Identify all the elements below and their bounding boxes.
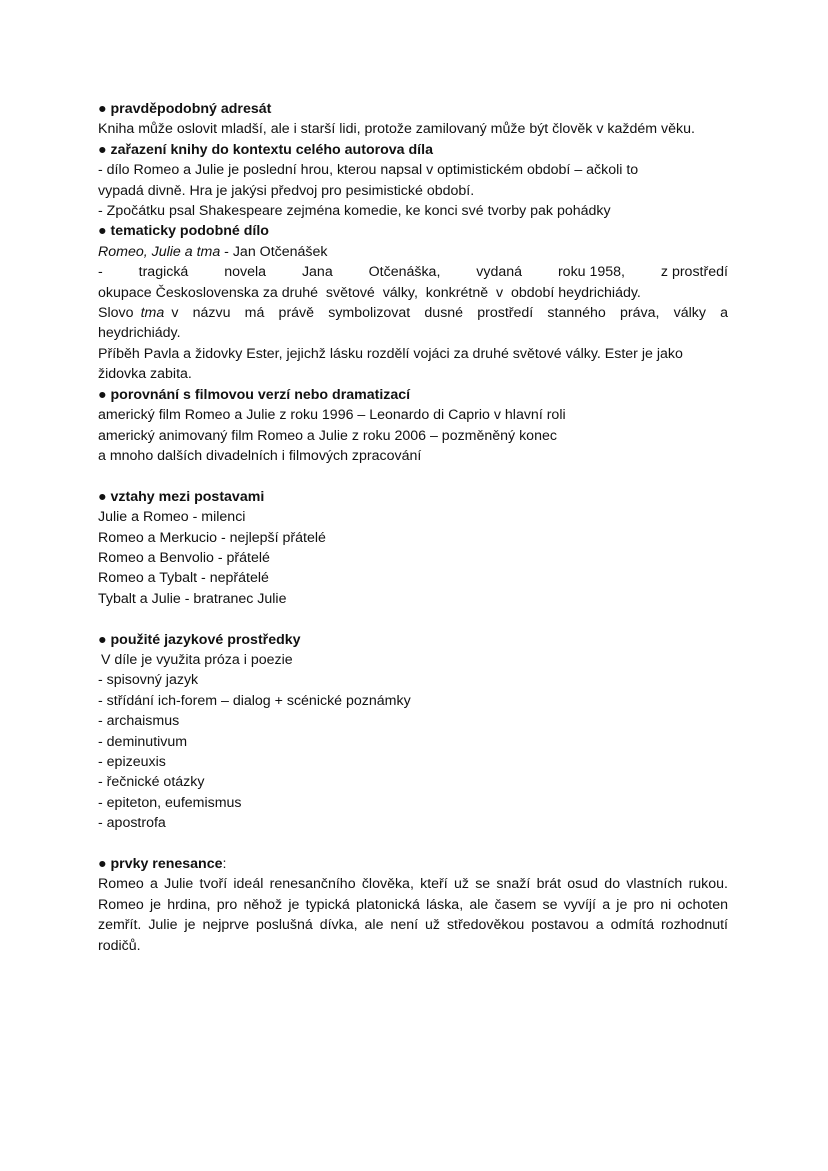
prostredek-item: - řečnické otázky [98, 774, 205, 791]
slovo-tma-paragraph [98, 303, 732, 344]
okupace-line: okupace Československa za druhé světové války, konkrétně v období heydrichiády. [98, 284, 641, 301]
heading-kontext: ● zařazení knihy do kontextu celého autorova díla [98, 141, 433, 158]
blank-line [98, 609, 728, 629]
spread-word: Jana [301, 264, 333, 281]
heading-prostredky: ● použité jazykové prostředky [98, 631, 301, 648]
blank-line [98, 834, 728, 854]
pribeh-line-2: židovka zabita. [98, 366, 192, 383]
heading-podobne-dilo: ● tematicky podobné dílo [98, 223, 269, 240]
film-line: americký film Romeo a Julie z roku 1996 – Leonardo di Caprio v hlavní roli [98, 407, 566, 424]
heading-film: ● porovnání s filmovou verzí nebo dramatizací [98, 386, 411, 403]
vztah-item: Tybalt a Julie - bratranec Julie [98, 590, 287, 607]
spread-word: roku 1958, [557, 264, 625, 281]
spread-word: novela [224, 264, 267, 281]
heading-adresat: ● pravděpodobný adresát [98, 101, 272, 117]
slovo-rest: v názvu má právě symbolizovat dusné prostředí stanného práva, války a heydrichiády. [98, 305, 732, 342]
prostredek-item: - epiteton, eufemismus [98, 794, 242, 811]
kontext-line-3: - Zpočátku psal Shakespeare zejména komedie, ke konci své tvorby pak pohádky [98, 203, 611, 220]
slovo-italic: tma [140, 305, 165, 322]
prostredek-item: - spisovný jazyk [98, 672, 199, 689]
slovo-prefix: Slovo [98, 305, 141, 322]
pribeh-line-1: Příběh Pavla a židovky Ester, jejichž lásku rozdělí vojáci za druhé světové války. Ester je jako [98, 345, 683, 362]
prostredek-item: - archaismus [98, 713, 180, 730]
spread-word: tragická [138, 264, 189, 281]
spread-word: Otčenáška, [368, 264, 441, 281]
prostredek-item: - střídání ich-forem – dialog + scénické poznámky [98, 692, 411, 709]
film-line: a mnoho dalších divadelních i filmových zpracování [98, 447, 422, 464]
kontext-line-2: vypadá divně. Hra je jakýsi předvoj pro pesimistické období. [98, 182, 475, 199]
vztah-item: Romeo a Tybalt - nepřátelé [98, 570, 269, 587]
vztah-item: Romeo a Benvolio - přátelé [98, 549, 270, 566]
vztah-item: Romeo a Merkucio - nejlepší přátelé [98, 529, 326, 546]
heading-vztahy: ● vztahy mezi postavami [98, 488, 265, 505]
prostredek-item: - deminutivum [98, 733, 188, 750]
spread-word: vydaná [476, 264, 523, 281]
heading-renesance-colon: : [222, 855, 227, 872]
prostredky-intro: V díle je využita próza i poezie [101, 651, 293, 668]
novela-spread-line [98, 262, 728, 282]
spread-word: - [98, 264, 103, 281]
podobne-dilo-title-line [98, 242, 728, 262]
paragraph-renesance: Romeo a Julie tvoří ideál renesančního člověka, kteří už se snaží brát osud do vlastních rukou. Romeo je hrdina, pro něhož je typická platonická láska, ale časem se vyvíjí a je pro ni ochoten zemřít. Julie je nejprve poslušná dívka, ale není už středověkou postavou a odmítá rozhodnutí rodičů. [98, 876, 728, 954]
heading-renesance: ● prvky renesance [98, 855, 223, 872]
book-title: Romeo, Julie a tma [98, 243, 221, 260]
prostredek-item: - epizeuxis [98, 753, 166, 770]
book-author: - Jan Otčenášek [220, 243, 328, 260]
document-page [98, 99, 732, 956]
film-line: americký animovaný film Romeo a Julie z roku 2006 – pozměněný konec [98, 427, 557, 444]
heading-renesance-line [98, 854, 728, 874]
kontext-line-1: - dílo Romeo a Julie je poslední hrou, kterou napsal v optimistickém období – ačkoli to [98, 162, 639, 179]
vztah-item: Julie a Romeo - milenci [98, 509, 246, 526]
spread-word: z prostředí [660, 264, 728, 281]
blank-line [98, 466, 728, 486]
paragraph-adresat: Kniha může oslovit mladší, ale i starší lidi, protože zamilovaný může být člověk v každém věku. [98, 121, 695, 138]
prostredek-item: - apostrofa [98, 815, 166, 832]
